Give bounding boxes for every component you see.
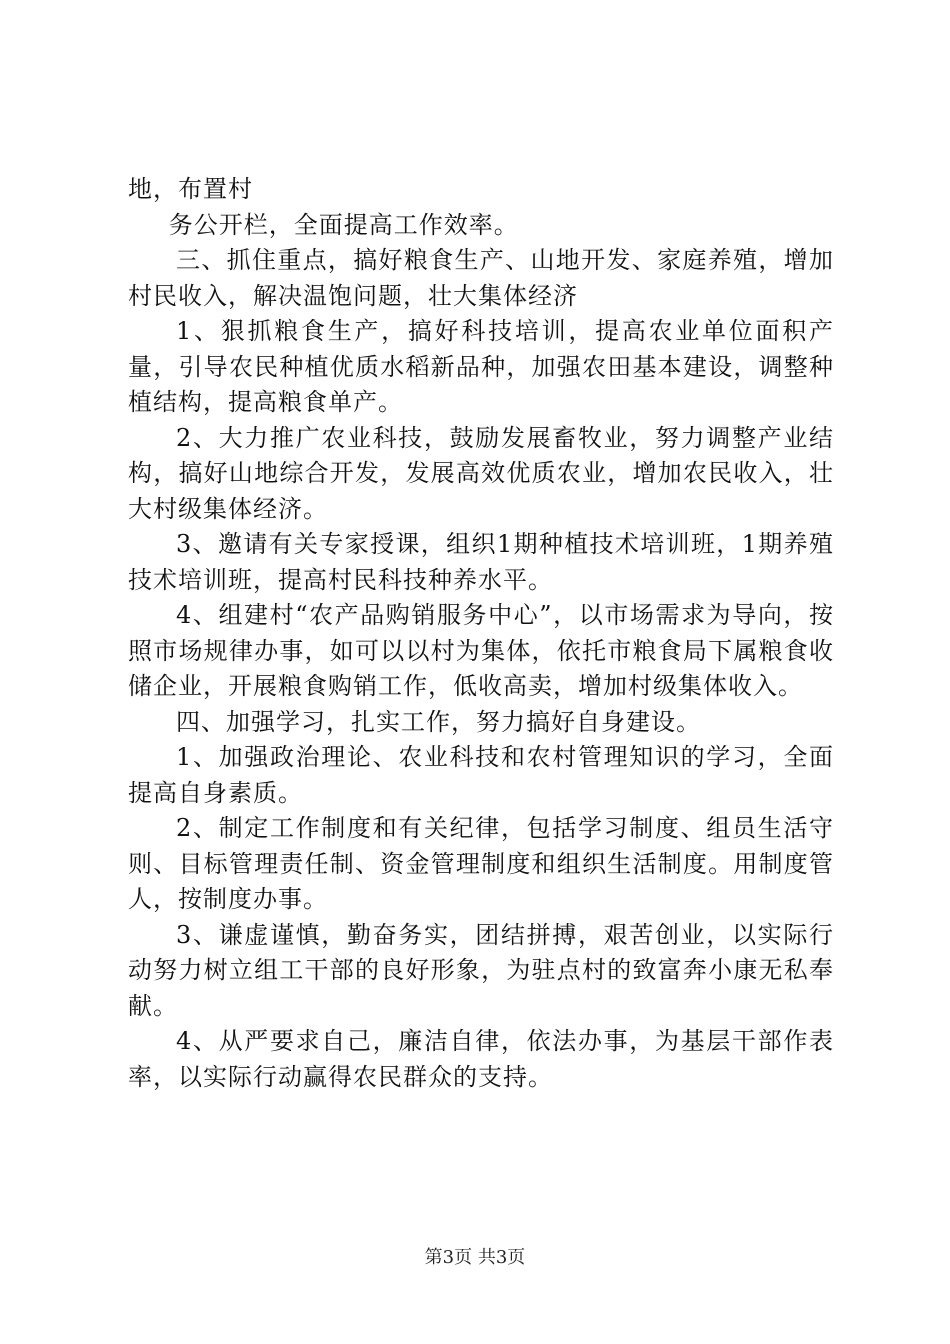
paragraph: 地，布置村	[128, 175, 253, 203]
section-heading: 三、抓住重点，搞好粮食生产、山地开发、家庭养殖，增加村民收入，解决温饱问题，壮大集体经济	[128, 246, 834, 310]
document-body	[128, 172, 834, 1095]
paragraph: 4、组建村“农产品购销服务中心”，以市场需求为导向，按照市场规律办事，如可以以村为集体，依托市粮食局下属粮食收储企业，开展粮食购销工作，低收高卖，增加村级集体收入。	[128, 601, 834, 700]
paragraph: 2、大力推广农业科技，鼓励发展畜牧业，努力调整产业结构，搞好山地综合开发，发展高效优质农业，增加农民收入，壮大村级集体经济。	[128, 423, 834, 523]
paragraph: 1、加强政治理论、农业科技和农村管理知识的学习，全面提高自身素质。	[128, 743, 834, 807]
paragraph: 3、邀请有关专家授课，组织1期种植技术培训班，1期养殖技术培训班，提高村民科技种养水平。	[128, 530, 834, 594]
section-heading: 四、加强学习，扎实工作，努力搞好自身建设。	[176, 707, 701, 736]
paragraph: 务公开栏，全面提高工作效率。	[168, 210, 519, 239]
page-number-footer: 第3页 共3页	[424, 1247, 526, 1268]
paragraph: 2、制定工作制度和有关纪律，包括学习制度、组员生活守则、目标管理责任制、资金管理制度和组织生活制度。用制度管人，按制度办事。	[128, 814, 834, 913]
paragraph: 1、狠抓粮食生产，搞好科技培训，提高农业单位面积产量，引导农民种植优质水稻新品种，加强农田基本建设，调整种植结构，提高粮食单产。	[128, 317, 834, 416]
paragraph: 4、从严要求自己，廉洁自律，依法办事，为基层干部作表率，以实际行动赢得农民群众的支持。	[128, 1027, 834, 1091]
paragraph: 3、谦虚谨慎，勤奋务实，团结拼搏，艰苦创业，以实际行动努力树立组工干部的良好形象，为驻点村的致富奔小康无私奉献。	[128, 920, 834, 1020]
